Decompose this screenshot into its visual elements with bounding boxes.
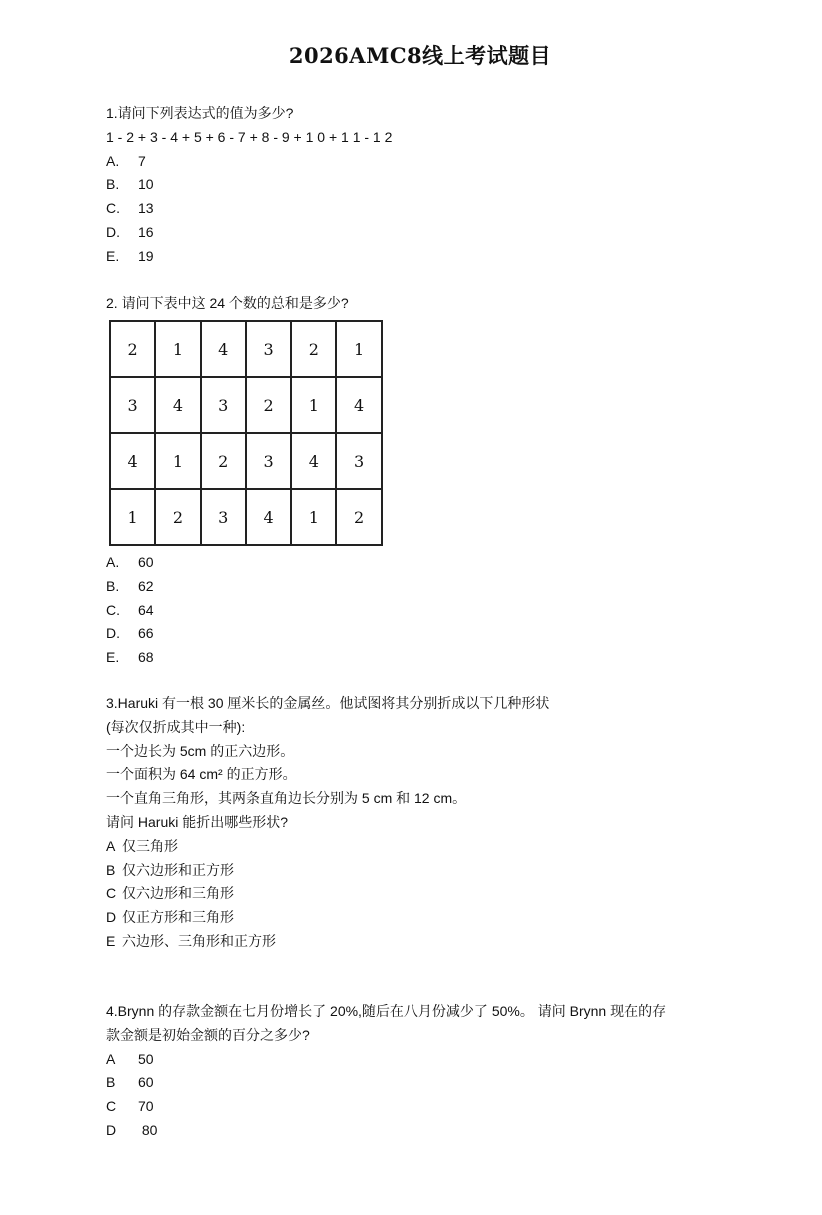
grid-cell: 4: [291, 433, 336, 489]
option-letter: C: [106, 885, 117, 902]
grid-cell: 3: [201, 489, 246, 545]
option-value: 62: [138, 577, 154, 594]
question-1-option-b: [106, 173, 746, 197]
option-letter: D: [106, 1121, 117, 1138]
option-letter: D: [106, 909, 117, 926]
question-1-prompt: 1.请问下列表达式的值为多少?: [106, 105, 294, 121]
question-3-line: 3.Haruki 有一根 30 厘米长的金属丝。他试图将其分别折成以下几种形状: [106, 695, 550, 711]
grid-cell: 1: [110, 489, 155, 545]
grid-cell: 1: [291, 489, 336, 545]
question-3-line: 一个边长为 5cm 的正六边形。: [106, 742, 295, 759]
option-value: 7: [138, 152, 146, 169]
question-2: [106, 292, 746, 316]
grid-row: [110, 377, 382, 433]
grid-cell: 4: [110, 433, 155, 489]
option-value: 仅六边形和正方形: [122, 861, 234, 878]
question-1-expression: 1 - 2 + 3 - 4 + 5 + 6 - 7 + 8 - 9 + 1 0 + 1 1 - 1 2: [106, 128, 393, 145]
option-value: 68: [138, 649, 154, 666]
grid-cell: 2: [291, 321, 336, 377]
question-1-option-a: [106, 150, 746, 174]
grid-cell: 4: [155, 377, 200, 433]
option-letter: A: [106, 837, 116, 854]
grid-cell: 4: [336, 377, 381, 433]
option-value: 仅三角形: [122, 837, 178, 854]
number-grid: [109, 320, 383, 546]
option-value: 70: [138, 1098, 154, 1115]
grid-cell: 3: [336, 433, 381, 489]
question-3: [106, 692, 746, 954]
question-4-option-d: [106, 1119, 746, 1143]
question-3-option-e: [106, 930, 746, 954]
option-letter: B: [106, 861, 116, 878]
option-letter: C: [106, 1098, 117, 1115]
grid-cell: 2: [201, 433, 246, 489]
option-letter: E.: [106, 247, 120, 264]
option-value: 64: [138, 601, 154, 618]
grid-cell: 1: [155, 433, 200, 489]
question-4-option-b: [106, 1071, 746, 1095]
question-1-option-e: [106, 245, 746, 269]
option-letter: A: [106, 1050, 116, 1067]
option-letter: B.: [106, 577, 120, 594]
option-value: 10: [138, 176, 154, 193]
option-value: 13: [138, 200, 154, 217]
question-4: [106, 1000, 746, 1143]
question-4-option-c: [106, 1095, 746, 1119]
option-value: 60: [138, 554, 154, 570]
grid-cell: 4: [201, 321, 246, 377]
grid-cell: 3: [246, 321, 291, 377]
option-letter: B.: [106, 176, 120, 193]
option-letter: C.: [106, 601, 120, 618]
question-3-option-a: [106, 835, 746, 859]
question-2-prompt: 2. 请问下表中这 24 个数的总和是多少?: [106, 295, 349, 311]
question-2-option-c: [106, 599, 746, 623]
option-value: 66: [138, 625, 154, 642]
grid-cell: 2: [246, 377, 291, 433]
question-3-line: 请问 Haruki 能折出哪些形状?: [106, 813, 289, 830]
question-3-option-d: [106, 906, 746, 930]
grid-row: [110, 489, 382, 545]
option-letter: A.: [106, 152, 120, 169]
question-3-option-b: [106, 859, 746, 883]
question-2-option-b: [106, 575, 746, 599]
option-value: 六边形、三角形和正方形: [122, 932, 276, 949]
grid-row: [110, 433, 382, 489]
question-1-option-d: [106, 221, 746, 245]
grid-cell: 3: [110, 377, 155, 433]
grid-row: [110, 321, 382, 377]
grid-cell: 1: [336, 321, 381, 377]
option-value: 仅六边形和三角形: [122, 885, 234, 902]
option-value: 60: [138, 1074, 154, 1091]
question-4-option-a: [106, 1048, 746, 1072]
option-letter: E: [106, 932, 116, 949]
option-value: 16: [138, 223, 154, 240]
question-3-line: 一个直角三角形，其两条直角边长分别为 5 cm 和 12 cm。: [106, 790, 467, 807]
option-value: 80: [138, 1121, 158, 1138]
option-letter: A.: [106, 554, 120, 570]
option-letter: D.: [106, 223, 120, 240]
option-letter: C.: [106, 200, 120, 217]
grid-cell: 3: [201, 377, 246, 433]
grid-cell: 2: [155, 489, 200, 545]
question-4-line: 款金额是初始金额的百分之多少?: [106, 1026, 310, 1043]
grid-cell: 4: [246, 489, 291, 545]
option-value: 仅正方形和三角形: [122, 909, 234, 926]
grid-cell: 1: [291, 377, 336, 433]
question-2-option-a: [106, 551, 746, 575]
page-title: 2026AMC8线上考试题目: [288, 43, 552, 68]
question-1-option-c: [106, 197, 746, 221]
option-letter: D.: [106, 625, 120, 642]
grid-cell: 1: [155, 321, 200, 377]
grid-cell: 2: [110, 321, 155, 377]
option-letter: E.: [106, 649, 120, 666]
option-value: 50: [138, 1050, 154, 1067]
question-2-options: [106, 551, 746, 670]
question-3-line: (每次仅折成其中一种):: [106, 718, 246, 735]
question-3-option-c: [106, 882, 746, 906]
question-3-line: 一个面积为 64 cm² 的正方形。: [106, 766, 297, 783]
option-letter: B: [106, 1074, 116, 1091]
question-2-option-e: [106, 646, 746, 670]
grid-cell: 2: [336, 489, 381, 545]
question-4-line: 4.Brynn 的存款金额在七月份增长了 20%,随后在八月份减少了 50%。 请问 Brynn 现在的存: [106, 1003, 667, 1019]
question-2-option-d: [106, 622, 746, 646]
question-1: [106, 102, 746, 269]
grid-cell: 3: [246, 433, 291, 489]
option-value: 19: [138, 247, 154, 264]
